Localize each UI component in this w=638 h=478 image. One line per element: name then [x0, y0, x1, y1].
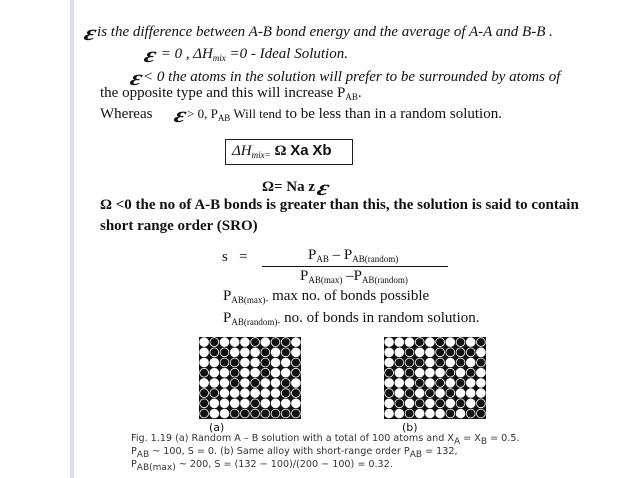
atom-b	[220, 379, 229, 388]
atom-a	[230, 358, 239, 367]
atom-a	[200, 399, 209, 408]
atom-a	[271, 409, 280, 418]
atom-b	[261, 338, 270, 347]
atom-b	[415, 389, 424, 398]
atom-a	[477, 409, 486, 418]
atom-a	[200, 389, 209, 398]
atom-b	[220, 389, 229, 398]
atom-b	[230, 338, 239, 347]
atom-a	[395, 399, 404, 408]
atom-b	[261, 389, 270, 398]
atom-b	[281, 399, 290, 408]
atom-b	[210, 409, 219, 418]
atom-a	[281, 389, 290, 398]
atom-b	[210, 399, 219, 408]
omega-equation: Ω= Na z ε	[262, 175, 333, 200]
atom-b	[415, 409, 424, 418]
figure-caption-line2: $P_{AB}$ ~ 100, S = 0. (b) Same alloy with short-range order $P_{AB} = 132$,	[131, 446, 458, 460]
atom-b	[241, 389, 250, 398]
atom-a	[456, 379, 465, 388]
atom-b	[426, 409, 435, 418]
atom-b	[446, 399, 455, 408]
sro-solution-lattice-figure	[384, 337, 486, 419]
atom-b	[436, 409, 445, 418]
atom-a	[446, 368, 455, 377]
atom-a	[261, 409, 270, 418]
atom-a	[446, 409, 455, 418]
atom-a	[415, 379, 424, 388]
atom-b	[477, 368, 486, 377]
atom-a	[230, 379, 239, 388]
atom-b	[281, 368, 290, 377]
atom-a	[466, 348, 475, 357]
atom-a	[292, 409, 301, 418]
figure-label-b: (b)	[402, 421, 418, 434]
atom-a	[466, 368, 475, 377]
epsilon-symbol: ε	[141, 42, 160, 67]
epsilon-symbol: ε	[127, 65, 146, 90]
atom-a	[436, 358, 445, 367]
atom-b	[251, 389, 260, 398]
atom-b	[385, 358, 394, 367]
slide-accent-bar	[70, 0, 74, 478]
atom-b	[436, 389, 445, 398]
atom-b	[251, 368, 260, 377]
atom-a	[210, 389, 219, 398]
atom-b	[241, 348, 250, 357]
figure-caption-line3: $P_{AB(max)}$ ~ 200, S = (132 − 100)/(200 − 100) = 0.32.	[131, 459, 393, 473]
atom-a	[436, 338, 445, 347]
atom-a	[261, 348, 270, 357]
atom-a	[405, 358, 414, 367]
atom-b	[456, 409, 465, 418]
atom-a	[281, 348, 290, 357]
atom-a	[456, 399, 465, 408]
epsilon-symbol: ε	[314, 175, 333, 200]
definition-pab-max: $P_{AB(max)-}$ max no. of bonds possible	[223, 288, 430, 305]
atom-b	[241, 379, 250, 388]
atom-a	[261, 358, 270, 367]
atom-a	[200, 409, 209, 418]
atom-a	[415, 399, 424, 408]
atom-b	[271, 348, 280, 357]
atom-b	[477, 348, 486, 357]
atom-b	[292, 348, 301, 357]
definition-pab-random: $P_{AB(random)-}$ no. of bonds in random solution.	[223, 310, 480, 327]
atom-b	[200, 338, 209, 347]
atom-a	[466, 409, 475, 418]
atom-a	[405, 368, 414, 377]
line-negative-epsilon: ε< 0 the atoms in the solution will prefer to be surrounded by atoms of	[127, 65, 561, 90]
line-epsilon-definition: εis the difference between A-B bond energy and the average of A-A and B-B .	[81, 20, 553, 45]
atom-b	[395, 338, 404, 347]
atom-b	[292, 338, 301, 347]
atom-b	[456, 368, 465, 377]
atom-b	[405, 399, 414, 408]
atom-a	[230, 409, 239, 418]
fraction-numerator: $P_{AB} - P_{AB(random)}$	[308, 247, 399, 264]
random-solution-lattice-figure	[199, 337, 301, 419]
atom-b	[415, 348, 424, 357]
line-increase-pab: the opposite type and this will increase $P_{AB}$.	[100, 85, 362, 102]
atom-b	[230, 399, 239, 408]
atom-b	[405, 338, 414, 347]
atom-a	[281, 379, 290, 388]
atom-b	[466, 399, 475, 408]
atom-b	[281, 358, 290, 367]
atom-b	[405, 379, 414, 388]
atom-b	[271, 368, 280, 377]
atom-a	[210, 338, 219, 347]
fraction-s-label: s =	[222, 249, 248, 265]
atom-b	[385, 338, 394, 347]
atom-b	[426, 379, 435, 388]
atom-a	[436, 399, 445, 408]
atom-b	[385, 379, 394, 388]
atom-b	[477, 389, 486, 398]
atom-b	[271, 389, 280, 398]
atom-b	[271, 399, 280, 408]
atom-b	[271, 379, 280, 388]
atom-b	[230, 389, 239, 398]
atom-a	[415, 338, 424, 347]
atom-b	[241, 358, 250, 367]
atom-b	[446, 358, 455, 367]
atom-b	[241, 338, 250, 347]
atom-a	[292, 389, 301, 398]
atom-a	[456, 338, 465, 347]
sro-paragraph-line1: Ω <0 the no of A-B bonds is greater than this, the solution is said to contain	[100, 197, 579, 213]
atom-b	[200, 348, 209, 357]
atom-a	[477, 358, 486, 367]
atom-b	[251, 358, 260, 367]
sro-paragraph-line2: short range order (SRO)	[100, 218, 258, 234]
atom-b	[466, 358, 475, 367]
atom-a	[261, 368, 270, 377]
atom-b	[426, 399, 435, 408]
caption-sub-ab-2: AB	[409, 450, 423, 460]
atom-b	[210, 358, 219, 367]
atom-a	[456, 358, 465, 367]
atom-b	[385, 348, 394, 357]
atom-a	[220, 348, 229, 357]
atom-a	[230, 368, 239, 377]
atom-a	[426, 389, 435, 398]
atom-a	[251, 399, 260, 408]
atom-a	[477, 338, 486, 347]
atom-a	[281, 409, 290, 418]
atom-b	[446, 379, 455, 388]
atom-a	[281, 338, 290, 347]
atom-b	[292, 379, 301, 388]
atom-b	[385, 399, 394, 408]
atom-a	[210, 348, 219, 357]
atom-b	[385, 409, 394, 418]
atom-a	[405, 348, 414, 357]
atom-a	[415, 358, 424, 367]
epsilon-symbol: ε	[81, 20, 100, 45]
atom-b	[477, 379, 486, 388]
atom-a	[456, 348, 465, 357]
atom-a	[292, 368, 301, 377]
atom-b	[200, 358, 209, 367]
atom-b	[446, 338, 455, 347]
atom-a	[436, 379, 445, 388]
atom-a	[385, 389, 394, 398]
atom-b	[395, 379, 404, 388]
atom-b	[251, 348, 260, 357]
atom-b	[230, 348, 239, 357]
atom-b	[271, 358, 280, 367]
atom-a	[220, 358, 229, 367]
atom-b	[426, 348, 435, 357]
atom-b	[220, 409, 229, 418]
atom-b	[395, 409, 404, 418]
atom-a	[405, 409, 414, 418]
enthalpy-formula: $\Delta H_{mix=}$ Ω Xa Xb	[232, 142, 332, 160]
atom-a	[405, 389, 414, 398]
fraction-denominator: $P_{AB(max)}$ $-P_{AB(random)}$	[300, 268, 408, 285]
atom-a	[446, 389, 455, 398]
atom-b	[426, 338, 435, 347]
atom-b	[426, 368, 435, 377]
atom-b	[415, 368, 424, 377]
atom-b	[261, 379, 270, 388]
atom-b	[456, 389, 465, 398]
atom-a	[271, 338, 280, 347]
figure-caption-line1: Fig. 1.19 (a) Random A – B solution with a total of 100 atoms and $X_A = X_B = 0.5$.	[131, 433, 520, 447]
atom-b	[220, 368, 229, 377]
figure-label-a: (a)	[209, 421, 225, 434]
atom-a	[477, 399, 486, 408]
atom-b	[395, 389, 404, 398]
atom-a	[292, 358, 301, 367]
atom-b	[261, 399, 270, 408]
atom-b	[395, 348, 404, 357]
atom-b	[220, 338, 229, 347]
atom-a	[200, 368, 209, 377]
atom-a	[446, 348, 455, 357]
fraction-bar	[262, 266, 448, 267]
atom-a	[251, 379, 260, 388]
atom-a	[251, 409, 260, 418]
line-whereas: Whereas ε> 0, $P_{AB}$ Will tend to be less than in a random solution.	[100, 102, 502, 127]
atom-b	[466, 338, 475, 347]
epsilon-symbol: ε	[171, 102, 190, 127]
atom-b	[426, 358, 435, 367]
atom-a	[395, 358, 404, 367]
atom-b	[210, 368, 219, 377]
atom-b	[210, 379, 219, 388]
atom-a	[436, 348, 445, 357]
line-ideal-solution: ε = 0 , $\Delta H_{mix} =0$ - Ideal Solution.	[141, 42, 348, 67]
atom-a	[385, 368, 394, 377]
atom-a	[241, 409, 250, 418]
atom-b	[241, 368, 250, 377]
atom-b	[466, 379, 475, 388]
atom-b	[395, 368, 404, 377]
atom-a	[251, 338, 260, 347]
atom-b	[200, 379, 209, 388]
atom-b	[241, 399, 250, 408]
atom-b	[466, 389, 475, 398]
atom-b	[220, 399, 229, 408]
atom-b	[292, 399, 301, 408]
atom-b	[436, 368, 445, 377]
